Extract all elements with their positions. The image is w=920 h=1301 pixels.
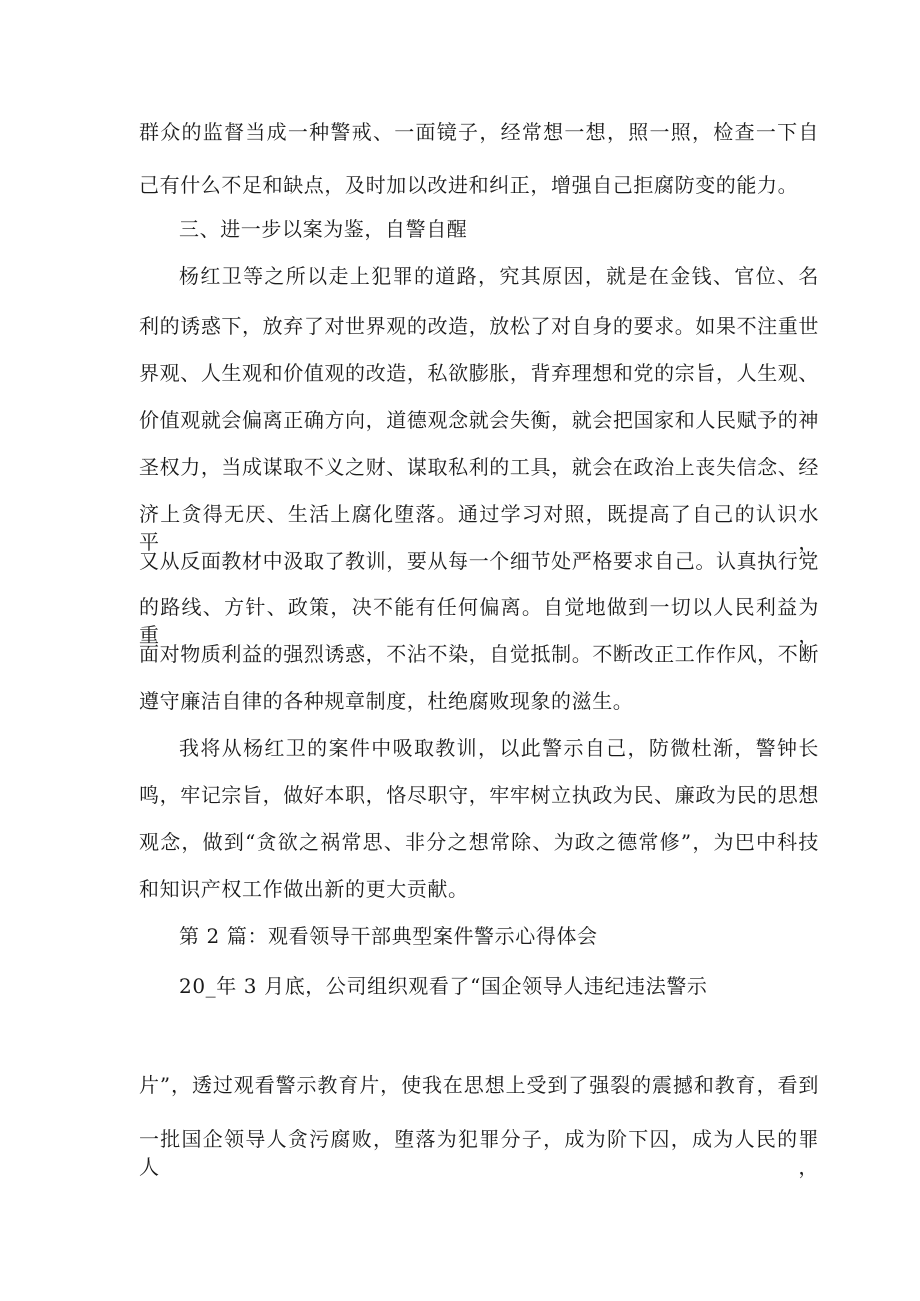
text-line-7: 价值观就会偏离正确方向，道德观念就会失衡，就会把国家和人民赋予的神 bbox=[139, 408, 819, 432]
text-line-21: 一批国企领导人贪污腐败，堕落为犯罪分子，成为阶下囚，成为人民的罪人， bbox=[139, 1127, 819, 1179]
text-line-10: 又从反面教材中汲取了教训，要从每一个细节处严格要求自己。认真执行党 bbox=[139, 549, 819, 573]
section-heading-3: 三、进一步以案为鉴，自警自醒 bbox=[179, 217, 468, 241]
text-line-19: 20_年 3 月底，公司组织观看了“国企领导人违纪违法警示 bbox=[179, 974, 708, 998]
text-line-12: 面对物质利益的强烈诱惑，不沾不染，自觉抵制。不断改正工作作风，不断 bbox=[139, 642, 819, 666]
text-line-5: 利的诱惑下，放弃了对世界观的改造，放松了对自身的要求。如果不注重世 bbox=[139, 314, 819, 338]
text-line-8: 圣权力，当成谋取不义之财、谋取私利的工具，就会在政治上丧失信念、经 bbox=[139, 455, 819, 479]
text-line-13: 遵守廉洁自律的各种规章制度，杜绝腐败现象的滋生。 bbox=[139, 689, 634, 713]
text-line-17: 和知识产权工作做出新的更大贡献。 bbox=[139, 877, 469, 901]
text-line-16: 观念，做到“贪欲之祸常思、非分之想常除、为政之德常修”，为巴中科技 bbox=[139, 830, 819, 854]
text-line-4: 杨红卫等之所以走上犯罪的道路，究其原因，就是在金钱、官位、名 bbox=[179, 264, 819, 288]
section-heading-18: 第 2 篇：观看领导干部典型案件警示心得体会 bbox=[179, 924, 598, 948]
text-line-9: 济上贪得无厌、生活上腐化堕落。通过学习对照，既提高了自己的认识水平， bbox=[139, 502, 819, 554]
text-line-15: 鸣，牢记宗旨，做好本职，恪尽职守，牢牢树立执政为民、廉政为民的思想 bbox=[139, 783, 819, 807]
text-line-20: 片”，透过观看警示教育片，使我在思想上受到了强裂的震撼和教育，看到 bbox=[139, 1073, 819, 1097]
text-line-6: 界观、人生观和价值观的改造，私欲膨胀，背弃理想和党的宗旨，人生观、 bbox=[139, 361, 819, 385]
text-line-1: 群众的监督当成一种警戒、一面镜子，经常想一想，照一照，检查一下自 bbox=[139, 120, 819, 144]
text-line-11: 的路线、方针、政策，决不能有任何偏离。自觉地做到一切以人民利益为重， bbox=[139, 595, 819, 647]
text-line-14: 我将从杨红卫的案件中吸取教训，以此警示自己，防微杜渐，警钟长 bbox=[179, 736, 819, 760]
text-line-2: 己有什么不足和缺点，及时加以改进和纠正，增强自己拒腐防变的能力。 bbox=[139, 173, 799, 197]
